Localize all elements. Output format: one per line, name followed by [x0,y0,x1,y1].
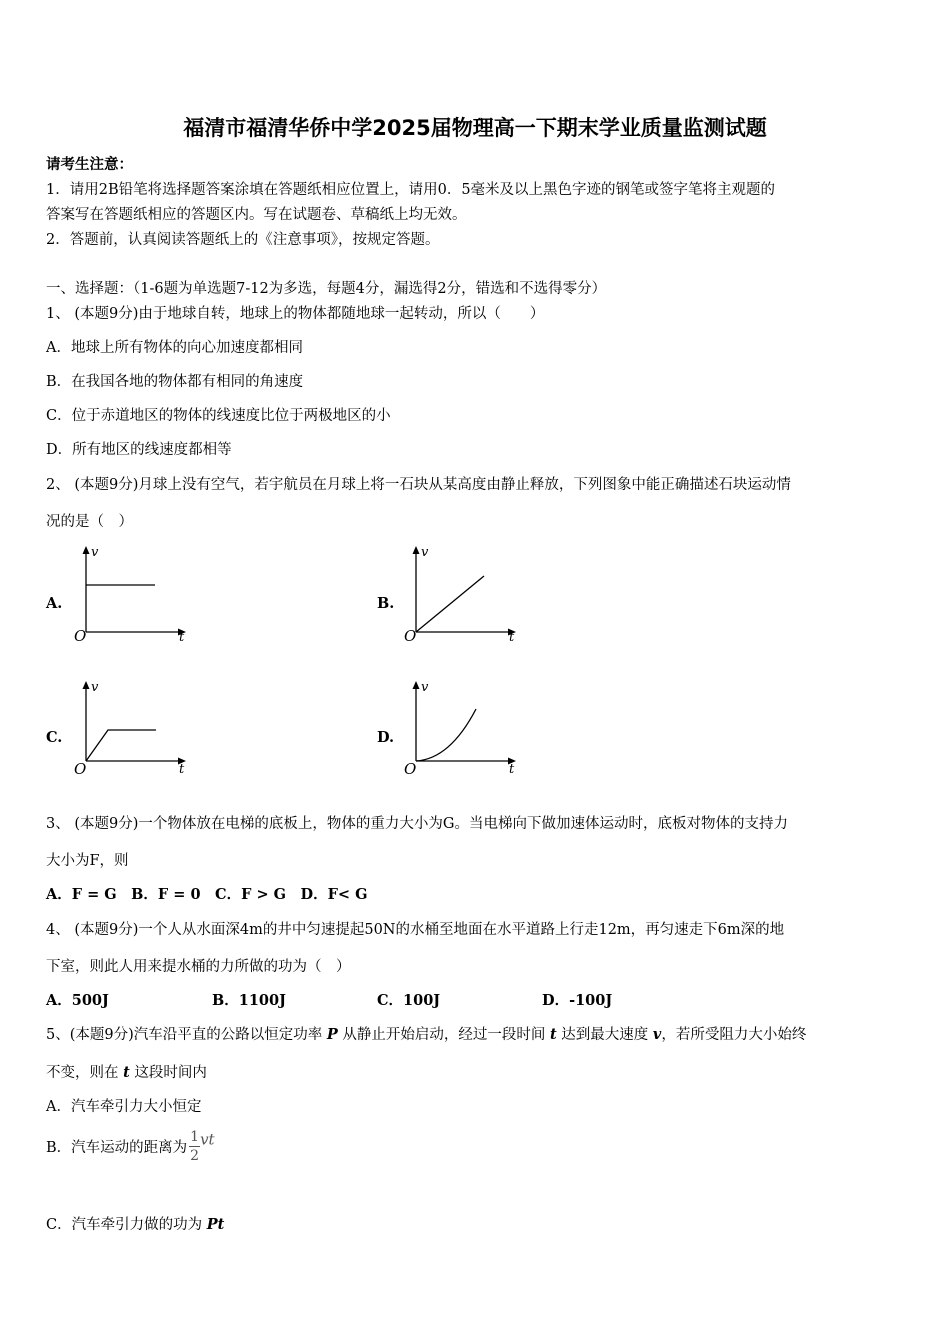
origin-label: O [404,760,417,778]
graph-curve [416,576,484,632]
q2-label-c: C. [46,729,63,746]
t-label: t [179,630,185,645]
v-arrow [83,546,90,554]
t-label: t [509,630,515,645]
q5-stem-text: 达到最大速度 [556,1027,653,1043]
v-label: v [421,680,429,695]
notice-line-1b: 答案写在答题纸相应的答题区内。写在试题卷、草稿纸上均无效。 [46,207,467,223]
q2-graph-c [70,675,195,780]
graph-curve [86,730,156,761]
q5-option-b-vt: vt [200,1130,215,1149]
q5-option-b [46,1128,215,1165]
q4-stem-2: 下室，则此人用来提水桶的力所做的功为（ ） [46,959,351,975]
q5-stem-text: ，若所受阻力大小始终 [661,1027,807,1043]
q4-option-b: B．1100J [212,992,286,1009]
q2-stem-2: 况的是（ ） [46,514,133,530]
q5-option-b-text: B．汽车运动的距离为 [46,1140,188,1156]
q5-stem-text: 5、(本题9分)汽车沿平直的公路以恒定功率 [46,1027,327,1043]
q5-var-t: t [550,1026,557,1043]
notice-line-2: 2．答题前，认真阅读答题纸上的《注意事项》，按规定答题。 [46,232,440,248]
q5-option-c [46,1213,224,1234]
q5-stem-text: 不变，则在 [46,1065,124,1081]
q1-stem-text: 1、 (本题9分)由于地球自转，地球上的物体都随地球一起转动，所以（ ） [46,306,545,322]
t-label: t [179,762,185,777]
page-title: 福清市福清华侨中学2025届物理高一下期末学业质量监测试题 [183,116,767,140]
q5-stem-1 [46,1023,806,1044]
q1-option-d: D．所有地区的线速度都相等 [46,442,232,458]
q2-label-d: D. [377,729,395,746]
q3-stem-1: 3、 (本题9分)一个物体放在电梯的底板上，物体的重力大小为G。当电梯向下做加速体运动时，底板对物体的支持力 [46,816,788,832]
section-heading: 一、选择题：（1-6题为单选题7-12为多选，每题4分，漏选得2分，错选和不选得零分） [46,281,607,297]
q1-stem [46,302,544,323]
q5-option-a: A．汽车牵引力大小恒定 [46,1099,202,1115]
q3-stem-2: 大小为F，则 [46,853,129,869]
q2-label-b: B. [377,595,395,612]
q2-graph-a [70,540,195,645]
t-label: t [509,762,515,777]
q5-stem-2 [46,1061,207,1082]
v-label: v [91,680,99,695]
notice-heading: 请考生注意： [46,156,133,173]
fraction-denominator: 2 [190,1148,200,1164]
q1-option-b: B．在我国各地的物体都有相同的角速度 [46,374,304,390]
q2-graph-b [400,540,525,645]
q5-var-t: t [123,1064,130,1081]
q2-label-a: A. [46,595,63,612]
q4-stem-1: 4、 (本题9分)一个人从水面深4m的井中匀速提起50N的水桶至地面在水平道路上行走12m，再匀速走下6m深的地 [46,922,785,938]
v-arrow [413,546,420,554]
q4-option-c: C．100J [377,992,441,1009]
q5-stem-text: 从静止开始启动，经过一段时间 [337,1027,550,1043]
q1-option-a: A．地球上所有物体的向心加速度都相同 [46,340,303,356]
q2-graph-d [400,675,525,780]
v-arrow [413,681,420,689]
q1-option-c: C．位于赤道地区的物体的线速度比位于两极地区的小 [46,408,391,424]
notice-line-1a: 1．请用2B铅笔将选择题答案涂填在答题纸相应位置上，请用0．5毫米及以上黑色字迹的钢笔或签字笔将主观题的 [46,182,776,198]
q5-var-p: P [326,1026,338,1043]
q5-stem-text: 这段时间内 [129,1065,207,1081]
q5-option-c-text: C．汽车牵引力做的功为 [46,1217,207,1233]
graph-curve [416,709,476,761]
origin-label: O [74,627,87,645]
q5-var-pt: Pt [206,1216,225,1233]
q5-var-v: v [652,1026,662,1043]
q2-stem-1: 2、 (本题9分)月球上没有空气，若宇航员在月球上将一石块从某高度由静止释放，下列图象中能正确描述石块运动情 [46,477,791,493]
v-label: v [91,545,99,560]
q3-options: A．F = G B．F = 0 C．F > G D．F< G [46,886,368,903]
fraction-numerator: 1 [190,1129,200,1145]
q4-option-a: A．500J [46,992,109,1009]
fraction [189,1128,200,1165]
v-label: v [421,545,429,560]
origin-label: O [74,760,87,778]
q4-option-d: D．-100J [542,992,613,1009]
origin-label: O [404,627,417,645]
v-arrow [83,681,90,689]
